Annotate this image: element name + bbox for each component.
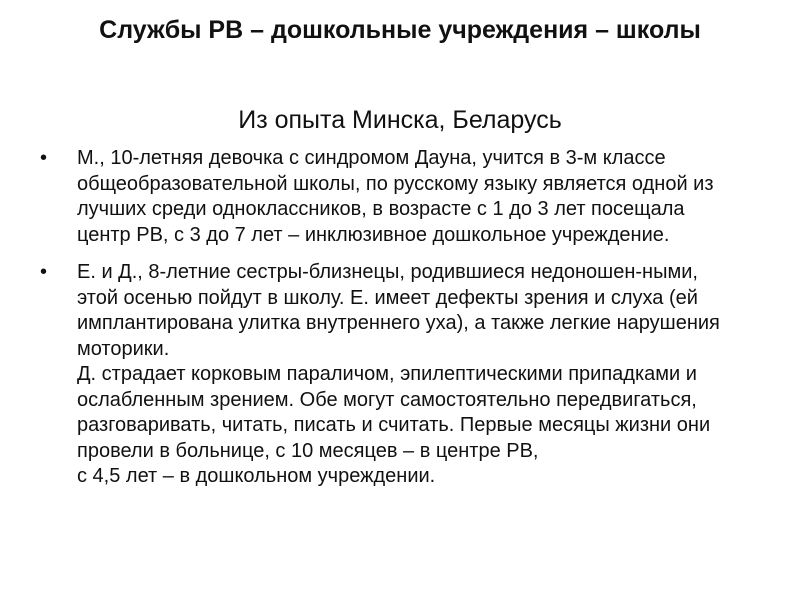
bullet-text: Е. и Д., 8-летние сестры-близнецы, родившиеся недоношен-ными, этой осенью пойдут в школу. Е. имеет дефекты зрения и слуха (ей имплантирована улитка внутреннего уха), а также легкие нарушения моторики. Д. страдает корковым параличом, эпилептическими припадками и ослабленным зрением. Обе могут самостоятельно передвигаться, разговаривать, читать, писать и считать. Первые месяцы жизни они провели в больнице, с 10 месяцев – в центре РВ, с 4,5 лет – в дошкольном учреждении.: [77, 261, 720, 487]
bullet-item: [40, 146, 740, 248]
bullet-dot: •: [40, 261, 48, 283]
slide-title: Службы РВ – дошкольные учреждения – школы: [99, 16, 701, 44]
bullet-item: [40, 260, 740, 490]
slide-subtitle: Из опыта Минска, Беларусь: [238, 106, 562, 134]
bullet-list: [40, 146, 740, 502]
bullet-dot: •: [40, 147, 48, 169]
bullet-text: М., 10-летняя девочка с синдромом Дауна, учится в 3-м классе общеобразовательной школы, по русскому языку является одной из лучших среди одноклассников, в возрасте с 1 до 3 лет посещала центр РВ, с 3 до 7 лет – инклюзивное дошкольное учреждение.: [77, 147, 714, 246]
